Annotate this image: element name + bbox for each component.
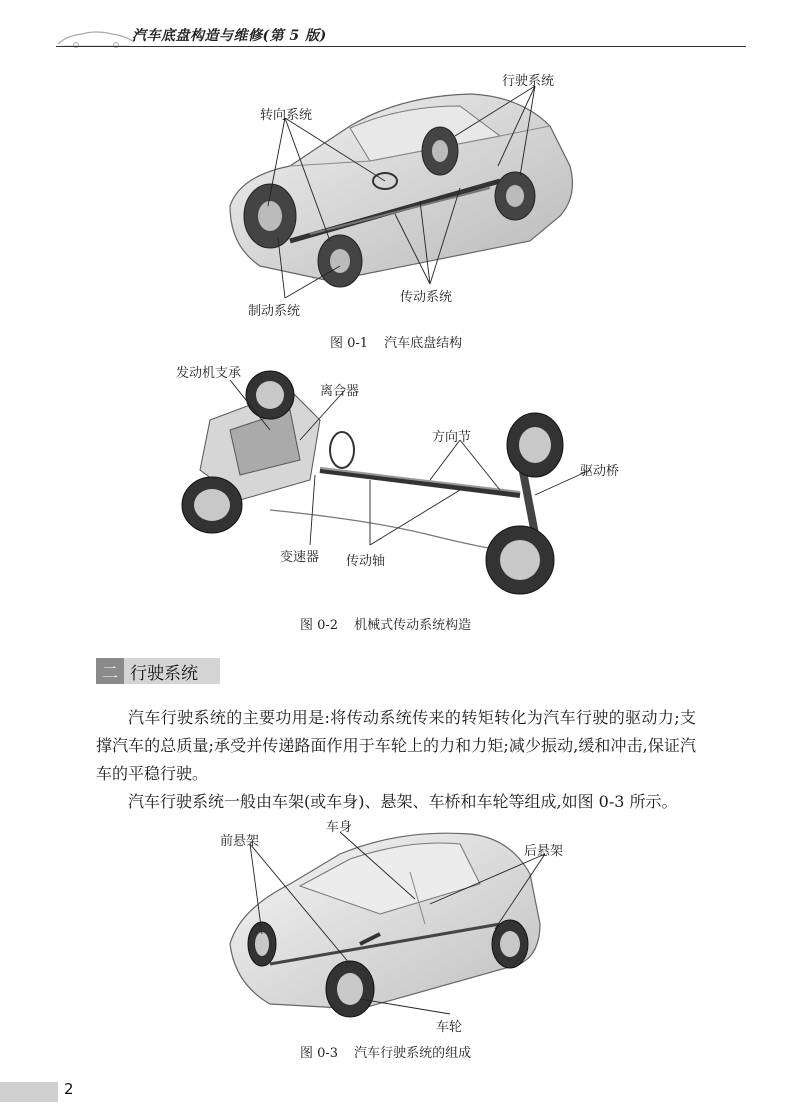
label-universal-joint: 方向节 — [432, 430, 472, 445]
figure2-caption-number: 图 0-2 — [300, 618, 339, 633]
figure2-caption-text: 机械式传动系统构造 — [354, 618, 472, 633]
label-clutch: 离合器 — [320, 384, 360, 399]
label-drive-axle: 驱动桥 — [580, 464, 620, 479]
label-running-system: 行驶系统 — [502, 74, 555, 89]
section-title: 行驶系统 — [124, 658, 220, 684]
book-title: 汽车底盘构造与维修(第 5 版) — [132, 28, 327, 44]
figure-running-system — [210, 814, 580, 1039]
label-drive-shaft: 传动轴 — [346, 554, 386, 569]
body-paragraph-1: 汽车行驶系统的主要功用是:将传动系统传来的转矩转化为汽车行驶的驱动力;支撑汽车的总质量;承受并传递路面作用于车轮上的力和力矩;减少振动,缓和冲击,保证汽车的平稳行驶。 — [96, 708, 696, 783]
figure3-caption-text: 汽车行驶系统的组成 — [354, 1046, 472, 1061]
figure-mechanical-transmission — [170, 360, 640, 610]
label-steering-system: 转向系统 — [260, 108, 313, 123]
label-vehicle-body: 车身 — [326, 820, 353, 835]
transmission-illustration — [170, 360, 640, 610]
figure1-caption — [330, 332, 462, 351]
label-front-suspension: 前悬架 — [220, 834, 260, 849]
label-wheel: 车轮 — [436, 1020, 463, 1035]
label-gearbox: 变速器 — [280, 550, 320, 565]
label-braking-system: 制动系统 — [248, 304, 301, 319]
figure1-caption-number: 图 0-1 — [330, 336, 369, 351]
section-heading — [96, 658, 220, 684]
car-outline-logo-icon — [56, 26, 136, 48]
figure2-caption — [300, 614, 471, 633]
figure3-caption — [300, 1042, 471, 1061]
label-engine-mount: 发动机支承 — [176, 366, 242, 381]
label-transmission-system: 传动系统 — [400, 290, 453, 305]
running-header — [0, 0, 790, 50]
footer-bar — [0, 1082, 58, 1102]
section-number: 二 — [96, 658, 124, 684]
body-paragraph-2: 汽车行驶系统一般由车架(或车身)、悬架、车桥和车轮等组成,如图 0-3 所示。 — [128, 792, 678, 811]
figure3-caption-number: 图 0-3 — [300, 1046, 339, 1061]
header-rule — [56, 46, 746, 47]
figure1-caption-text: 汽车底盘结构 — [384, 336, 463, 351]
page-number: 2 — [64, 1080, 74, 1098]
figure-chassis-structure — [200, 66, 600, 326]
label-rear-suspension: 后悬架 — [524, 844, 564, 859]
